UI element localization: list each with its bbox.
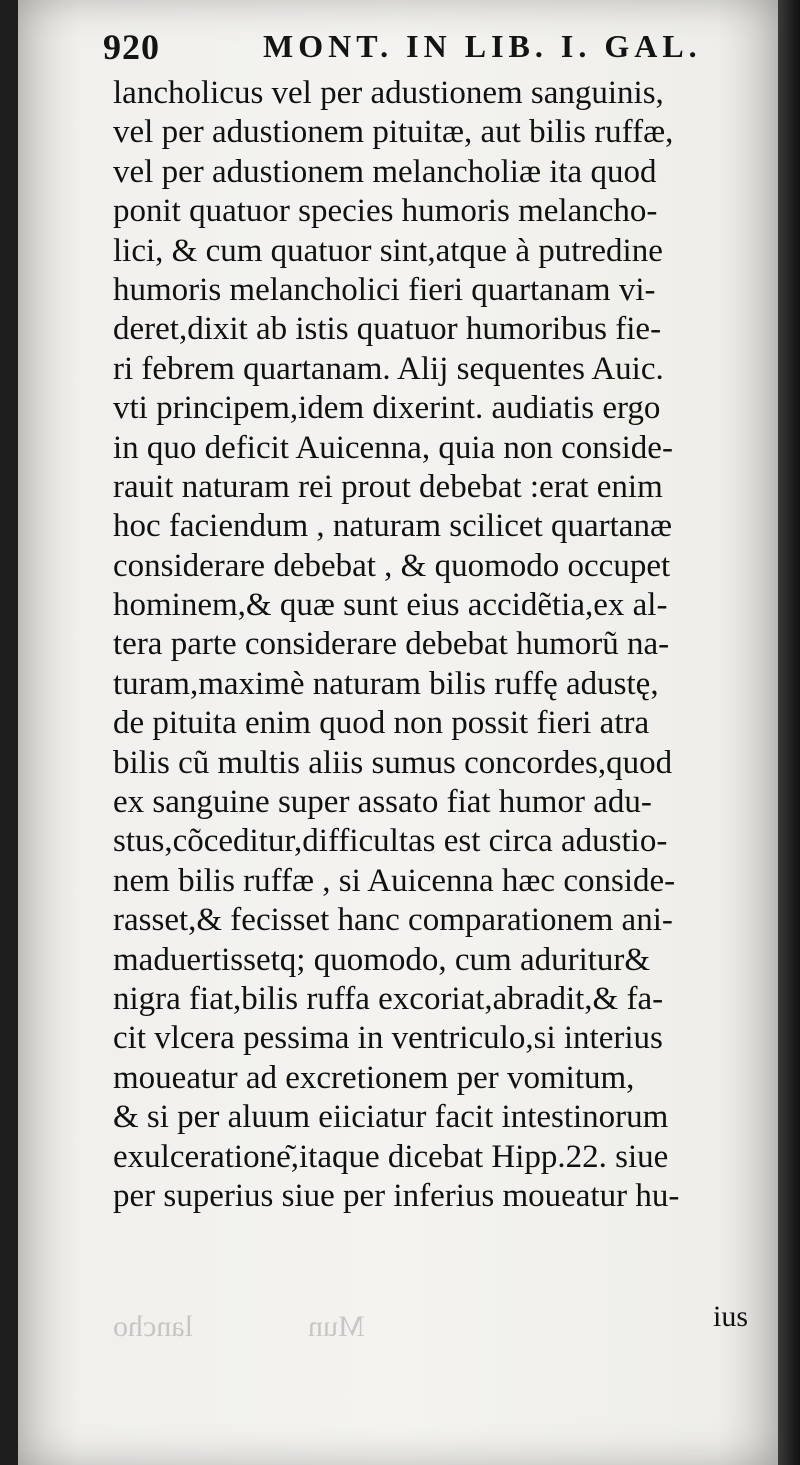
text-line: deret,dixit ab istis quatuor humoribus fie- xyxy=(113,311,662,348)
text-line: hoc faciendum , naturam scilicet quartanæ xyxy=(113,508,672,545)
bleed-through-text-left: lancho xyxy=(113,1310,193,1343)
text-line: vel per adustionem melancholiæ ita quod xyxy=(113,153,657,190)
book-page xyxy=(18,0,778,1465)
text-line: ponit quatuor species humoris melancho- xyxy=(113,193,658,230)
text-line: stus,cõceditur,difficultas est circa adustio- xyxy=(113,823,668,860)
text-line: lancholicus vel per adustionem sanguinis, xyxy=(113,75,664,111)
text-line: tera parte considerare debebat humorũ na- xyxy=(113,626,670,663)
text-line: lici, & cum quatuor sint,atque à putredine xyxy=(113,232,663,269)
text-line: considerare debebat , & quomodo occupet xyxy=(113,547,671,584)
body-text xyxy=(113,74,768,1216)
text-line: ex sanguine super assato fiat humor adu- xyxy=(113,784,652,821)
page-edge-shadow xyxy=(778,0,800,1465)
text-line: hominem,& quæ sunt eius accidẽtia,ex al- xyxy=(113,587,668,624)
text-line: exulceratione͂,itaque dicebat Hipp.22. siue xyxy=(113,1138,669,1175)
text-line: vel per adustionem pituitæ, aut bilis ruffæ, xyxy=(113,114,674,151)
running-title: MONT. IN LIB. I. GAL. xyxy=(263,28,702,64)
text-line: moueatur ad excretionem per vomitum, xyxy=(113,1059,635,1096)
text-line: per superius siue per inferius moueatur hu- xyxy=(113,1177,680,1214)
text-line: turam,maximè naturam bilis ruffę adustę, xyxy=(113,665,659,702)
text-line: rasset,& fecisset hanc comparationem ani- xyxy=(113,902,673,939)
page-number: 920 xyxy=(103,27,160,67)
text-line: nem bilis ruffæ , si Auicenna hæc conside- xyxy=(113,862,676,899)
text-line: humoris melancholici fieri quartanam vi- xyxy=(113,271,656,308)
text-line: rauit naturam rei prout debebat :erat enim xyxy=(113,468,663,505)
running-head xyxy=(103,26,723,66)
text-line: nigra fiat,bilis ruffa excoriat,abradit,& fa- xyxy=(113,980,664,1017)
text-line: in quo deficit Auicenna, quia non conside- xyxy=(113,429,673,466)
text-line: cit vlcera pessima in ventriculo,si interius xyxy=(113,1020,663,1057)
text-line: bilis cũ multis aliis sumus concordes,quod xyxy=(113,744,673,781)
text-line: & si per aluum eiiciatur facit intestinorum xyxy=(113,1099,669,1136)
text-line: vti principem,idem dixerint. audiatis ergo xyxy=(113,390,661,427)
text-line: maduertissetq; quomodo, cum aduritur& xyxy=(113,941,651,978)
catchword: ius xyxy=(713,1300,749,1333)
text-line: de pituita enim quod non possit fieri atra xyxy=(113,705,650,742)
text-line: ri febrem quartanam. Alij sequentes Auic. xyxy=(113,350,664,387)
bleed-through-text-right: Mun xyxy=(308,1310,365,1343)
